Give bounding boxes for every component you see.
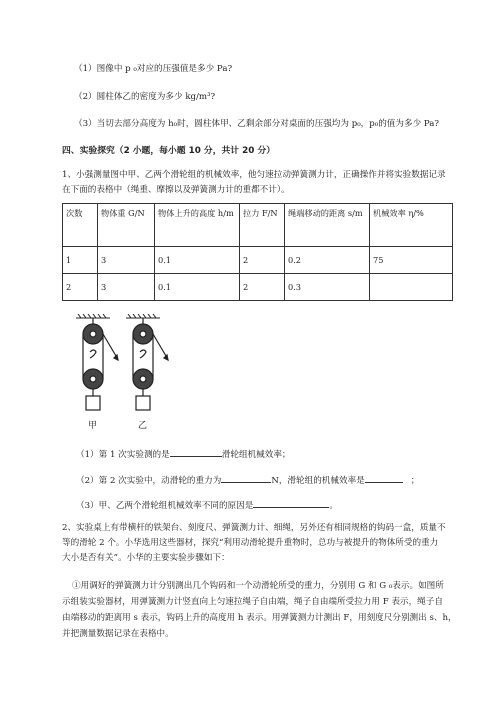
table-cell: 0.3 — [285, 274, 370, 301]
experiment-table — [62, 203, 453, 301]
answer-blank[interactable] — [365, 473, 403, 483]
figure-label-yi: 乙 — [138, 421, 148, 431]
table-cell: 2 — [240, 247, 285, 274]
q2-step-1-line-2: 示组装实验器材，用弹簧测力计竖直向上匀速拉绳子自由端，绳子自由端所受拉力用 F 表示，绳子自 — [62, 597, 443, 607]
table-cell: 3 — [98, 274, 155, 301]
header-cell: 拉力 F/N — [240, 204, 285, 247]
prev-question-1: （1）图像中 p ₀对应的压强值是多少 Pa? — [74, 64, 233, 74]
q1-sub-2-text-c: ； — [410, 476, 420, 486]
q2-line-3: 大小是否有关”。小华的主要实验步骤如下： — [62, 553, 230, 563]
table-cell — [370, 274, 453, 301]
table-cell: 2 — [240, 274, 285, 301]
q1-intro-line-1: 1、小强测量图中甲、乙两个滑轮组的机械效率，他匀速拉动弹簧测力计，正确操作并将实验数据记录 — [62, 170, 446, 180]
header-cell: 绳端移动的距离 s/m — [285, 204, 370, 247]
answer-blank[interactable] — [221, 473, 271, 483]
header-cell: 机械效率 η/% — [370, 204, 453, 247]
q2-step-1-line-1: ①用调好的弹簧测力计分别测出几个钩码和一个动滑轮所受的重力，分别用 G 和 G ₀表示。如图所 — [72, 581, 444, 591]
q1-sub-1-text-a: （1）第 1 次实验测的是 — [76, 450, 170, 460]
q2-line-1: 2、实验桌上有带横杆的铁架台、刻度尺、弹簧测力计、细绳，另外还有相同规格的钩码一盒，质量不 — [62, 523, 446, 533]
q1-sub-3-text-b: 。 — [329, 501, 338, 511]
q1-sub-1-text-b: 滑轮组机械效率； — [221, 450, 291, 460]
table-cell: 1 — [63, 247, 98, 274]
header-cell: 物体重 G/N — [98, 204, 155, 247]
q1-sub-3-text-a: （3）甲、乙两个滑轮组机械效率不同的原因是 — [76, 501, 254, 511]
table-header-row — [63, 204, 453, 247]
q2-step-1-line-3: 由端移动的距离用 s 表示，钩码上升的高度用 h 表示。用弹簧测力计测出 F，用刻度尺分别测出 s、h， — [62, 613, 457, 623]
section-title: 四、实验探究（2 小题，每小题 10 分，共计 20 分） — [62, 146, 276, 156]
prev-question-3: （3）当切去部分高度为 h₀时，圆柱体甲、乙剩余部分对桌面的压强均为 p₀，p₀的值为多少 Pa? — [74, 119, 440, 129]
header-cell: 次数 — [63, 204, 98, 247]
table-cell: 2 — [63, 274, 98, 301]
pulley-figure — [68, 314, 178, 432]
table-cell: 75 — [370, 247, 453, 274]
q1-intro-line-2: 在下面的表格中（绳重、摩擦以及弹簧测力计的重都不计）。 — [62, 185, 290, 195]
q2-line-2: 等的滑轮 2 个。小华选用这些器材，探究“利用动滑轮提升重物时，总功与被提升的物体所受的重力 — [62, 538, 439, 548]
figure-label-jia: 甲 — [88, 421, 98, 431]
table-cell: 3 — [98, 247, 155, 274]
q2-step-1-line-4: 并把测量数据记录在表格中。 — [62, 629, 174, 639]
header-cell: 物体上升的高度 h/m — [155, 204, 240, 247]
table-row — [63, 247, 453, 274]
table-cell: 0.1 — [155, 274, 240, 301]
q1-sub-3 — [76, 498, 338, 512]
q1-sub-2-text-a: （2）第 2 次实验中，动滑轮的重力为 — [76, 476, 222, 486]
table-cell: 0.2 — [285, 247, 370, 274]
pulley-diagram — [68, 314, 178, 418]
q1-sub-1 — [76, 447, 291, 461]
answer-blank[interactable] — [170, 447, 222, 457]
q1-sub-2-text-b: N，滑轮组的机械效率是 — [271, 476, 365, 486]
q1-sub-2 — [76, 473, 419, 487]
table-row — [63, 274, 453, 301]
table-cell: 0.1 — [155, 247, 240, 274]
prev-question-2: （2）圆柱体乙的密度为多少 kg/m³? — [74, 92, 216, 102]
answer-blank[interactable] — [253, 498, 329, 508]
